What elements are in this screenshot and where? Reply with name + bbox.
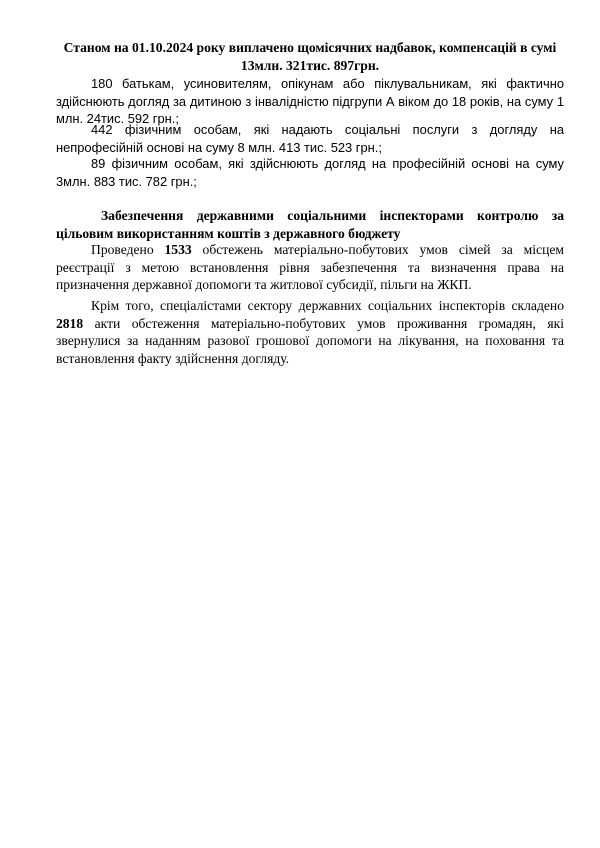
inspections-paragraph: [56, 241, 564, 294]
payment-item-parents: 180 батькам, усиновителям, опікунам або піклувальникам, які фактично здійснюють догляд за дитиною з інвалідністю підгрупи А віком до 18 років, на суму 1 млн. 24тис. 592 грн.;: [56, 76, 564, 127]
inspectors-control-heading: Забезпечення державними соціальними інспекторами контролю за цільовим використанням коштів з державного бюджету: [56, 208, 564, 241]
acts-text-before: Крім того, спеціалістами сектору державних соціальних інспекторів складено: [91, 298, 564, 313]
payment-item-nonprofessional-care: 442 фізичним особам, які надають соціальні послуги з догляду на непрофесійній основі на суму 8 млн. 413 тис. 523 грн.;: [56, 122, 564, 155]
inspections-text-after: обстежень матеріально-побутових умов сімей за місцем реєстрації з метою встановлення рівня забезпечення та визначення права на призначення державної допомоги та житлової субсидії, пільги на ЖКП.: [56, 242, 564, 293]
payment-item-professional-care: 89 фізичним особам, які здійснюють догляд на професійній основі на суму 3млн. 883 тис. 782 грн.;: [56, 156, 564, 189]
payments-summary-heading: Станом на 01.10.2024 року виплачено щомісячних надбавок, компенсацій в сумі 13млн. 321тис. 897грн.: [63, 40, 557, 73]
acts-text-after: акти обстеження матеріально-побутових умов проживання громадян, які звернулися за наданням разової грошової допомоги на лікування, на поховання та встановлення факту здійснення догляду.: [56, 315, 564, 366]
inspections-count: 1533: [164, 242, 192, 257]
inspections-text-before: Проведено: [91, 242, 165, 257]
acts-paragraph: [56, 297, 564, 367]
acts-count: 2818: [56, 315, 84, 331]
